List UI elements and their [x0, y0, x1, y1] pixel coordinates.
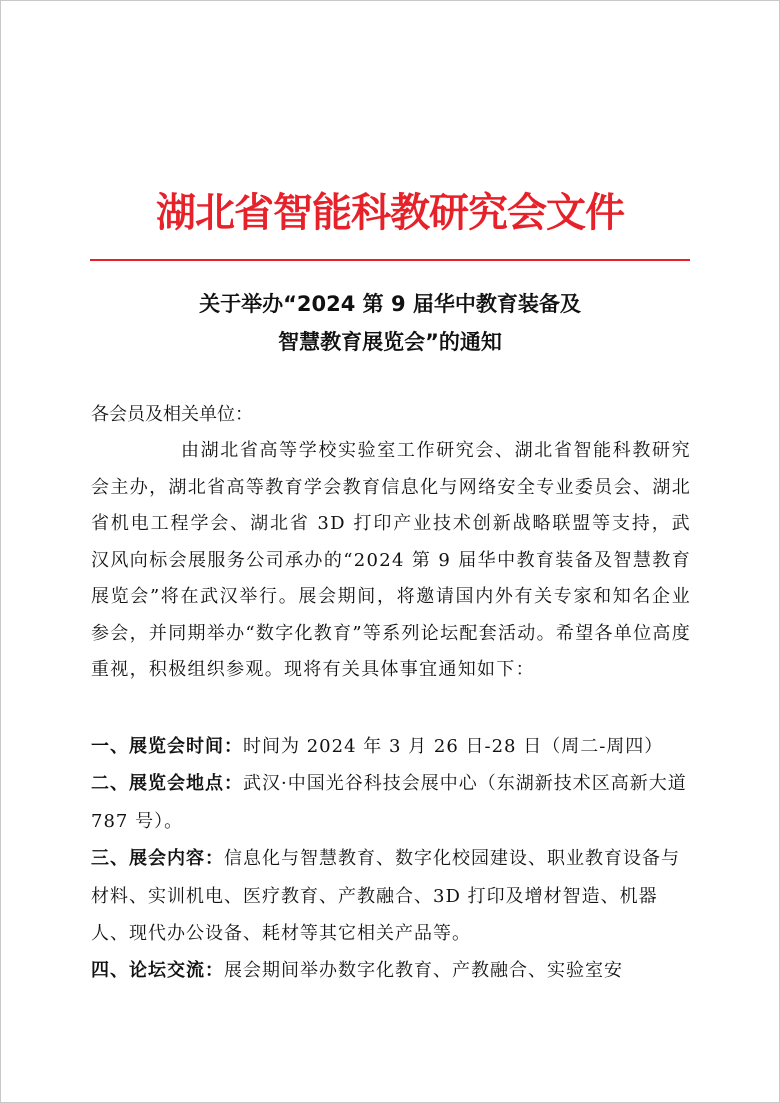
section-label: 三、展会内容：	[91, 848, 224, 869]
salutation: 各会员及相关单位：	[91, 404, 253, 425]
section-label: 二、展览会地点：	[91, 773, 243, 794]
notice-title-line-1: 关于举办“2024 第 9 届华中教育装备及	[199, 292, 581, 316]
section-text: 武汉·中国光谷科技会展中心（东湖新技术区高新大道 787 号）。	[91, 773, 687, 832]
section-forum-exchange	[91, 952, 691, 990]
section-exhibition-content	[91, 840, 691, 953]
organization-title: 湖北省智能科教研究会文件	[156, 190, 624, 236]
section-label: 四、论坛交流：	[91, 960, 224, 981]
section-text: 展会期间举办数字化教育、产教融合、实验室安	[224, 960, 623, 981]
section-text: 信息化与智慧教育、数字化校园建设、职业教育设备与材料、实训机电、医疗教育、产教融合、3D 打印及增材智造、机器人、现代办公设备、耗材等其它相关产品等。	[91, 848, 680, 944]
section-label: 一、展览会时间：	[91, 736, 243, 757]
section-exhibition-location	[91, 765, 691, 840]
section-exhibition-time	[91, 728, 691, 766]
notice-title-line-2: 智慧教育展览会”的通知	[278, 330, 502, 354]
section-text: 时间为 2024 年 3 月 26 日-28 日（周二-周四）	[243, 736, 664, 757]
red-divider-line	[90, 259, 690, 261]
intro-paragraph: 由湖北省高等学校实验室工作研究会、湖北省智能科教研究会主办，湖北省高等教育学会教育信息化与网络安全专业委员会、湖北省机电工程学会、湖北省 3D 打印产业技术创新战略联盟等支持，武汉风向标会展服务公司承办的“2024 第 9 届华中教育装备及智慧教育展览会”将在武汉举行。展会期间，将邀请国内外有关专家和知名企业参会，并同期举办“数字化教育”等系列论坛配套活动。希望各单位高度重视，积极组织参观。现将有关具体事宜通知如下：	[91, 440, 692, 680]
